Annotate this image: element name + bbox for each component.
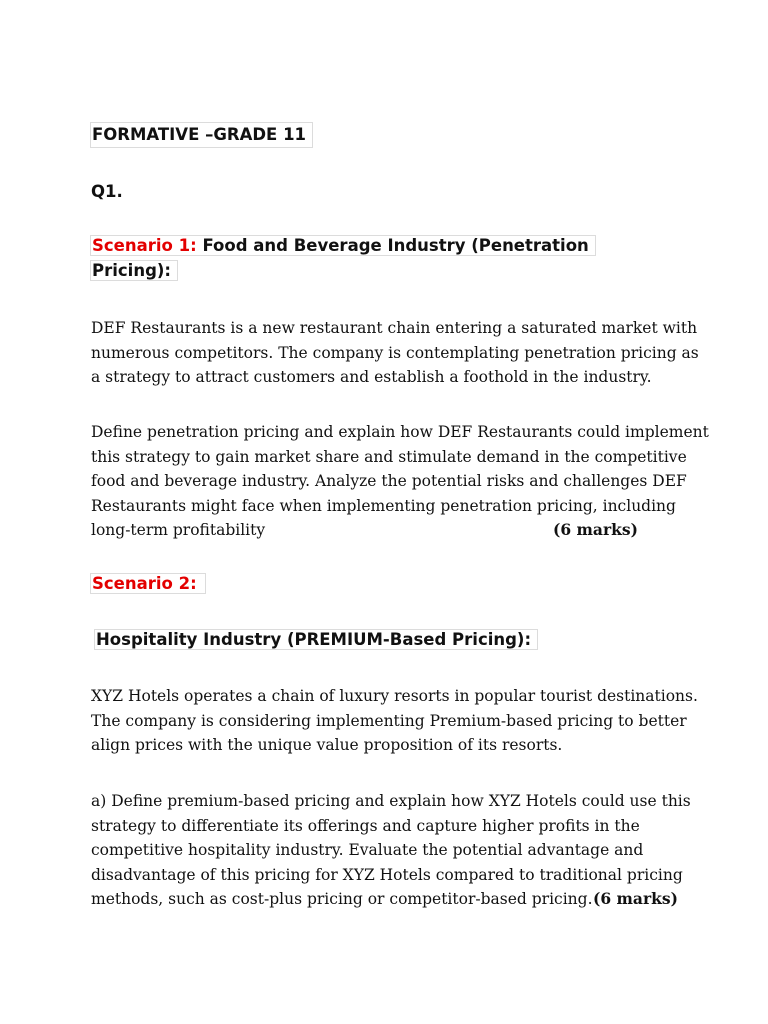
paragraph-line: DEF Restaurants is a new restaurant chain entering a saturated market with bbox=[91, 319, 698, 337]
document-title: FORMATIVE –GRADE 11 bbox=[90, 122, 313, 148]
scenario1-intro-paragraph bbox=[91, 316, 699, 390]
scenario2-marks: (6 marks) bbox=[593, 889, 678, 908]
scenario1-heading-line2 bbox=[90, 259, 178, 283]
scenario2-title: Hospitality Industry (PREMIUM-Based Pricing): bbox=[94, 629, 538, 650]
scenario2-intro-paragraph bbox=[91, 684, 698, 758]
paragraph-line: competitive hospitality industry. Evaluate the potential advantage and bbox=[91, 841, 644, 859]
scenario1-task-paragraph bbox=[91, 420, 731, 543]
paragraph-line: strategy to differentiate its offerings and capture higher profits in the bbox=[91, 816, 640, 835]
paragraph-line: a) Define premium-based pricing and explain how XYZ Hotels could use this bbox=[91, 792, 691, 810]
paragraph-line: align prices with the unique value proposition of its resorts. bbox=[91, 736, 563, 754]
scenario1-heading bbox=[90, 234, 596, 258]
scenario1-title-line2: Pricing): bbox=[90, 260, 178, 281]
paragraph-line: a strategy to attract customers and establish a foothold in the industry. bbox=[91, 368, 652, 386]
scenario2-heading bbox=[90, 572, 206, 596]
scenario2-subheading bbox=[94, 628, 538, 652]
paragraph-line: methods, such as cost-plus pricing or competitor-based pricing. bbox=[91, 890, 593, 908]
scenario2-task-paragraph bbox=[91, 789, 731, 912]
question-number: Q1. bbox=[91, 182, 123, 201]
scenario2-label: Scenario 2: bbox=[92, 574, 197, 593]
paragraph-line: this strategy to gain market share and stimulate demand in the competitive bbox=[91, 447, 687, 466]
paragraph-line: XYZ Hotels operates a chain of luxury resorts in popular tourist destinations. bbox=[91, 687, 698, 705]
paragraph-line: Restaurants might face when implementing penetration pricing, including bbox=[91, 496, 676, 515]
paragraph-line: food and beverage industry. Analyze the potential risks and challenges DEF bbox=[91, 472, 687, 490]
scenario1-label: Scenario 1: bbox=[92, 236, 197, 255]
paragraph-line: disadvantage of this pricing for XYZ Hotels compared to traditional pricing bbox=[91, 865, 683, 884]
scenario1-marks: (6 marks) bbox=[553, 520, 638, 539]
paragraph-line: The company is considering implementing Premium-based pricing to better bbox=[91, 711, 687, 730]
paragraph-line: Define penetration pricing and explain how DEF Restaurants could implement bbox=[91, 423, 709, 441]
scenario1-title-line1: Food and Beverage Industry (Penetration bbox=[202, 236, 589, 255]
paragraph-line: long-term profitability bbox=[91, 521, 266, 539]
paragraph-line: numerous competitors. The company is contemplating penetration pricing as bbox=[91, 343, 699, 362]
